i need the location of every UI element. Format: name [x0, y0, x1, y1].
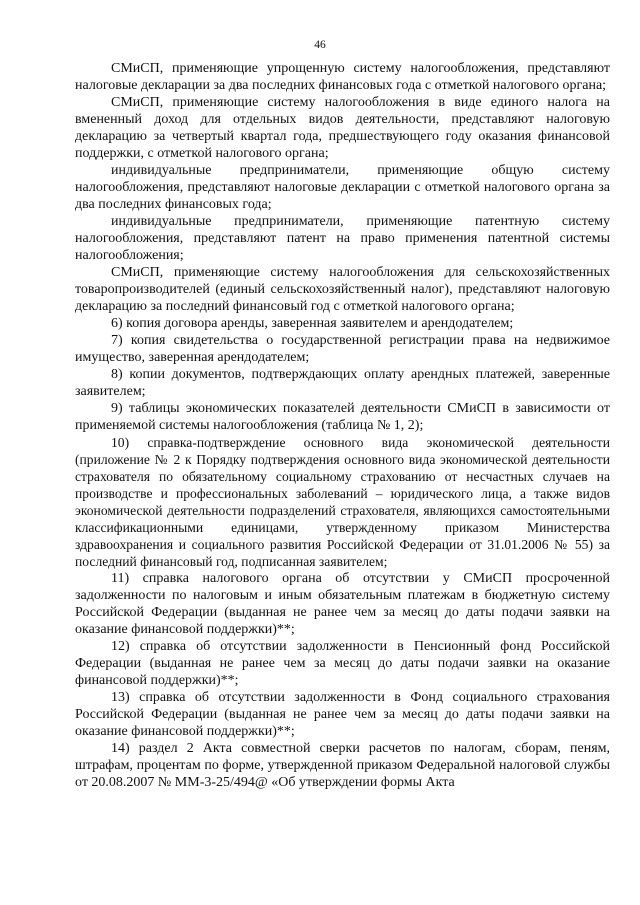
- paragraph-ip-general-system: индивидуальные предприниматели, применяющие общую систему налогообложения, представляют налоговые декларации с отметкой налогового органа за два последних финансовых года;: [75, 163, 610, 212]
- list-item-6: 6) копия договора аренды, заверенная заявителем и арендодателем;: [111, 316, 514, 331]
- paragraph-usn-declarations: СМиСП, применяющие упрощенную систему налогообложения, представляют налоговые декларации за два последних финансовых года с отметкой налогового органа;: [75, 61, 610, 93]
- list-item-12: 12) справка об отсутствии задолженности в Пенсионный фонд Российской Федерации (выданная не ранее чем за месяц до даты подачи заявки на оказание финансовой поддержки)**;: [75, 639, 610, 688]
- paragraph-ip-patent-system: индивидуальные предприниматели, применяющие патентную систему налогообложения, представляют патент на право применения патентной системы налогообложения;: [75, 214, 610, 263]
- list-item-8: 8) копии документов, подтверждающих оплату арендных платежей, заверенные заявителем;: [75, 367, 610, 399]
- paragraph-eskhn-declaration: СМиСП, применяющие систему налогообложения для сельскохозяйственных товаропроизводителей (единый сельскохозяйственный налог), представляют налоговую декларацию за последний финансовый год с отметкой налогового органа;: [75, 265, 610, 314]
- paragraph-envd-declaration: СМиСП, применяющие систему налогообложения в виде единого налога на вмененный доход для отдельных видов деятельности, представляют налоговую декларацию за четвертый квартал года, предшествующего году оказания финансовой поддержки, с отметкой налогового органа;: [75, 95, 610, 161]
- list-item-10: 10) справка-подтверждение основного вида экономической деятельности (приложение № 2 к Порядку подтверждения основного вида экономической деятельности страхователя по обязательному социальному страхованию от несчастных случаев на производстве и профессиональных заболеваний – юридического лица, а также видов экономической деятельности подразделений страхователя, являющихся самостоятельными классификационными единицами, утвержденному приказом Министерства здравоохранения и социального развития Российской Федерации от 31.01.2006 № 55) за последний финансовый год, подписанная заявителем;: [75, 435, 610, 569]
- page-number: 46: [314, 39, 326, 51]
- list-item-9: 9) таблицы экономических показателей деятельности СМиСП в зависимости от применяемой системы налогообложения (таблица № 1, 2);: [75, 401, 610, 433]
- list-item-7: 7) копия свидетельства о государственной регистрации права на недвижимое имущество, заверенная арендодателем;: [75, 333, 610, 365]
- list-item-13: 13) справка об отсутствии задолженности в Фонд социального страхования Российской Федерации (выданная не ранее чем за месяц до даты подачи заявки на оказание финансовой поддержки)**;: [75, 690, 610, 739]
- list-item-11: 11) справка налогового органа об отсутствии у СМиСП просроченной задолженности по налоговым и иным обязательным платежам в бюджетную систему Российской Федерации (выданная не ранее чем за месяц до даты подачи заявки на оказание финансовой поддержки)**;: [75, 571, 610, 637]
- list-item-14: 14) раздел 2 Акта совместной сверки расчетов по налогам, сборам, пеням, штрафам, процентам по форме, утвержденной приказом Федеральной налоговой службы от 20.08.2007 № ММ-3-25/494@ «Об утверждении формы Акта: [75, 741, 610, 790]
- page-body: [75, 60, 610, 890]
